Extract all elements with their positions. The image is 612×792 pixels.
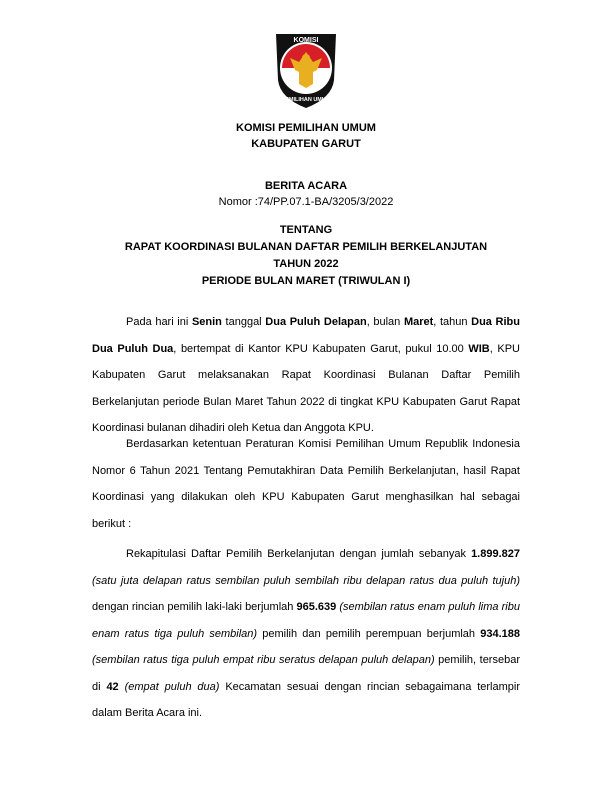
district-count-words: (empat puluh dua) xyxy=(124,680,220,693)
text-run: Rekapitulasi Daftar Pemilih Berkelanjutan dengan jumlah sebanyak xyxy=(126,548,472,560)
subject-block xyxy=(0,222,612,290)
logo-top-text: KOMISI xyxy=(293,37,319,44)
text-run: , KPU Kabupaten Garut melaksanakan Rapat Koordinasi Bulanan Daftar Pemilih Berkelanjutan periode Bulan Maret Tahun 2022 di tingkat KPU Kabupaten Garut Rapat Koordinasi bulanan dihadiri oleh Ketua dan Anggota KPU. xyxy=(92,342,520,434)
meeting-year: Dua Ribu Dua Puluh Dua xyxy=(92,316,520,355)
subject-line-3: TAHUN 2022 xyxy=(273,258,339,270)
paragraph-2 xyxy=(92,431,520,537)
male-voters-words: (sembilan ratus enam puluh lima ribu enam ratus tiga puluh sembilan) xyxy=(92,601,520,640)
subject-line-2: RAPAT KOORDINASI BULANAN DAFTAR PEMILIH BERKELANJUTAN xyxy=(124,241,488,253)
document-number: Nomor :74/PP.07.1-BA/3205/3/2022 xyxy=(218,196,394,208)
org-name: KOMISI PEMILIHAN UMUM xyxy=(236,122,376,134)
district-count: 42 xyxy=(106,680,119,693)
text-run: , bulan xyxy=(366,316,404,328)
subject-line-4: PERIODE BULAN MARET (TRIWULAN I) xyxy=(201,275,411,287)
header-block xyxy=(0,120,612,152)
kpu-logo xyxy=(268,28,344,110)
total-voters: 1.899.827 xyxy=(471,548,520,560)
text-run: pemilih dan pemilih perempuan berjumlah xyxy=(257,627,481,640)
meeting-day: Senin xyxy=(191,316,222,328)
female-voters: 934.188 xyxy=(480,627,520,640)
paragraph-2-text: Berdasarkan ketentuan Peraturan Komisi Pemilihan Umum Republik Indonesia Nomor 6 Tahun 2021 Tentang Pemutakhiran Data Pemilih Berkelanjutan, hasil Rapat Koordinasi yang dilakukan oleh KPU Kabupaten Garut menghasilkan hal sebagai berikut : xyxy=(92,438,520,530)
text-run: tanggal xyxy=(221,316,266,328)
regency-name: KABUPATEN GARUT xyxy=(251,138,361,150)
meeting-date: Dua Puluh Delapan xyxy=(265,316,367,328)
document-title: BERITA ACARA xyxy=(264,180,348,192)
paragraph-1 xyxy=(92,309,520,442)
text-run: dengan rincian pemilih laki-laki berjumlah xyxy=(92,601,297,613)
text-run: Kecamatan sesuai dengan rincian sebagaimana terlampir dalam Berita Acara ini. xyxy=(92,680,521,719)
subject-line-1: TENTANG xyxy=(279,224,333,236)
male-voters: 965.639 xyxy=(296,601,337,613)
paragraph-3 xyxy=(92,541,520,727)
text-run: , bertempat di Kantor KPU Kabupaten Garut, pukul 10.00 xyxy=(173,342,469,355)
total-voters-words: (satu juta delapan ratus sembilan puluh sembilah ribu delapan ratus dua puluh tujuh) xyxy=(92,574,520,587)
text-run: pemilih, tersebar di xyxy=(92,654,520,693)
garuda-head-icon xyxy=(302,54,310,62)
document-title-block xyxy=(0,178,612,210)
logo-bottom-text: PEMILIHAN UMUM xyxy=(281,97,331,103)
timezone: WIB xyxy=(468,342,490,355)
text-run: , tahun xyxy=(433,316,472,328)
female-voters-words: (sembilan ratus tiga puluh empat ribu seratus delapan puluh delapan) xyxy=(92,654,435,666)
meeting-month: Maret xyxy=(403,316,434,328)
text-run: Pada hari ini xyxy=(126,316,192,328)
